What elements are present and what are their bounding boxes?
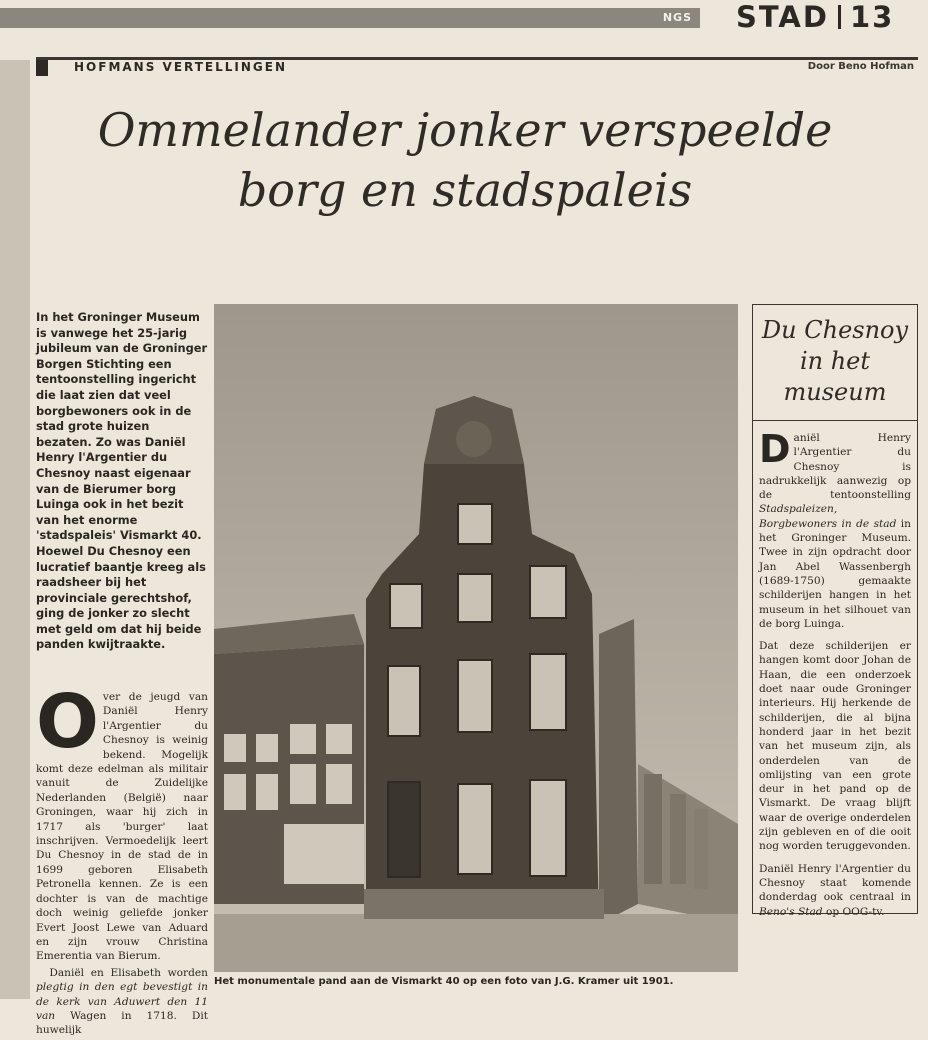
body-paragraph-1 xyxy=(36,679,208,964)
sidebar-paragraph-3 xyxy=(759,862,911,919)
body-text-2c: Wagen in 1718. Dit huwelijk xyxy=(36,1009,208,1037)
sidebar-text-1em: Stadspaleizen, Borgbewoners in de stad xyxy=(759,503,897,530)
sidebar-rule xyxy=(753,420,917,421)
body-text-2a: Daniël en Elisabeth worden xyxy=(49,966,208,979)
dropcap: O xyxy=(36,679,99,765)
headline-line-1: Ommelander jonker verspeelde xyxy=(97,103,833,157)
sidebar-text-1b: in het Groninger Museum. Twee in zijn opdracht door Jan Abel Wassenbergh (1689-1750) gemaakte schilderijen hangen in het museum in het silhouet van de borg Luinga. xyxy=(759,517,911,630)
headline xyxy=(40,100,890,220)
top-header-bar xyxy=(0,8,700,28)
body-paragraph-2 xyxy=(36,966,208,1038)
sidebar-text-3b: op OOG-tv. xyxy=(822,905,885,918)
intro-paragraph: In het Groninger Museum is vanwege het 25-jarig jubileum van de Groninger Borgen Stichting een tentoonstelling ingericht die laat zien dat veel borgbewoners ook in de stad grote huizen bezaten. Zo was Daniël Henry l'Argentier du Chesnoy naast eigenaar van de Bierumer borg Luinga ook in het bezit van het enorme 'stadspaleis' Vismarkt 40. Hoewel Du Chesnoy een lucratief baantje kreeg als raadsheer bij het provinciale gerechtshof, ging de jonker zo slecht met geld om dat hij beide panden kwijtraakte. xyxy=(36,310,208,652)
sidebar-paragraph-2: Dat deze schilderijen er hangen komt door Johan de Haan, die een onderzoek doet naar oude Groninger interieurs. Hij herkende de schilderijen, die al bijna honderd jaar in het bezit van het museum zijn, als onderdelen van de omlijsting van een grote deur in het pand op de Vismarkt. De vraag blijft waar de overige onderdelen zijn gebleven en of die ooit nog worden teruggevonden. xyxy=(759,640,911,853)
sidebar-paragraph-1 xyxy=(759,427,911,631)
sidebar-title: Du Chesnoy in het museum xyxy=(761,316,909,406)
photo-caption: Het monumentale pand aan de Vismarkt 40 op een foto van J.G. Kramer uit 1901. xyxy=(214,976,674,987)
sidebar-text-1a: aniël Henry l'Argentier du Chesnoy is nadrukkelijk aanwezig op de tentoonstelling xyxy=(759,432,911,502)
building-photo xyxy=(214,304,738,972)
sidebar-text-3a: Daniël Henry l'Argentier du Chesnoy staat komende donderdag ook centraal in xyxy=(759,862,911,904)
divider xyxy=(838,5,841,29)
section-name: STAD xyxy=(736,0,829,34)
sidebar-text xyxy=(759,427,911,919)
section-page-label xyxy=(736,0,926,36)
sidebar-dropcap: D xyxy=(759,427,791,471)
page-number: 13 xyxy=(849,0,895,34)
article-body xyxy=(36,679,208,1040)
adjacent-page-strip xyxy=(0,60,30,999)
body-text-1: ver de jeugd van Daniël Henry l'Argentier du Chesnoy is weinig bekend. Mogelijk komt deze edelman als militair vanuit de Zuidelijke Nederlanden (België) naar Groningen, waar hij zich in 1717 als 'burger' laat inschrijven. Vermoedelijk leert Du Chesnoy in de stad de in 1699 geboren Elisabeth Petronella kennen. Ze is een dochter is van de machtige doch weinig geliefde jonker Evert Joost Lewe van Aduard en zijn vrouw Christina Emerentia van Bierum. xyxy=(36,691,208,963)
column-title: HOFMANS VERTELLINGEN xyxy=(36,60,293,76)
vismarkt-40-illustration xyxy=(214,304,738,972)
sidebar-box xyxy=(752,304,918,918)
body-text-2b: plegtig in den egt bevestigt in de kerk van Aduwert den 11 van xyxy=(36,981,208,1022)
ngs-label: NGS xyxy=(662,11,692,24)
sidebar-text-3em: Beno's Stad xyxy=(759,905,823,918)
byline: Door Beno Hofman xyxy=(807,61,914,72)
headline-line-2: borg en stadspaleis xyxy=(237,163,693,217)
